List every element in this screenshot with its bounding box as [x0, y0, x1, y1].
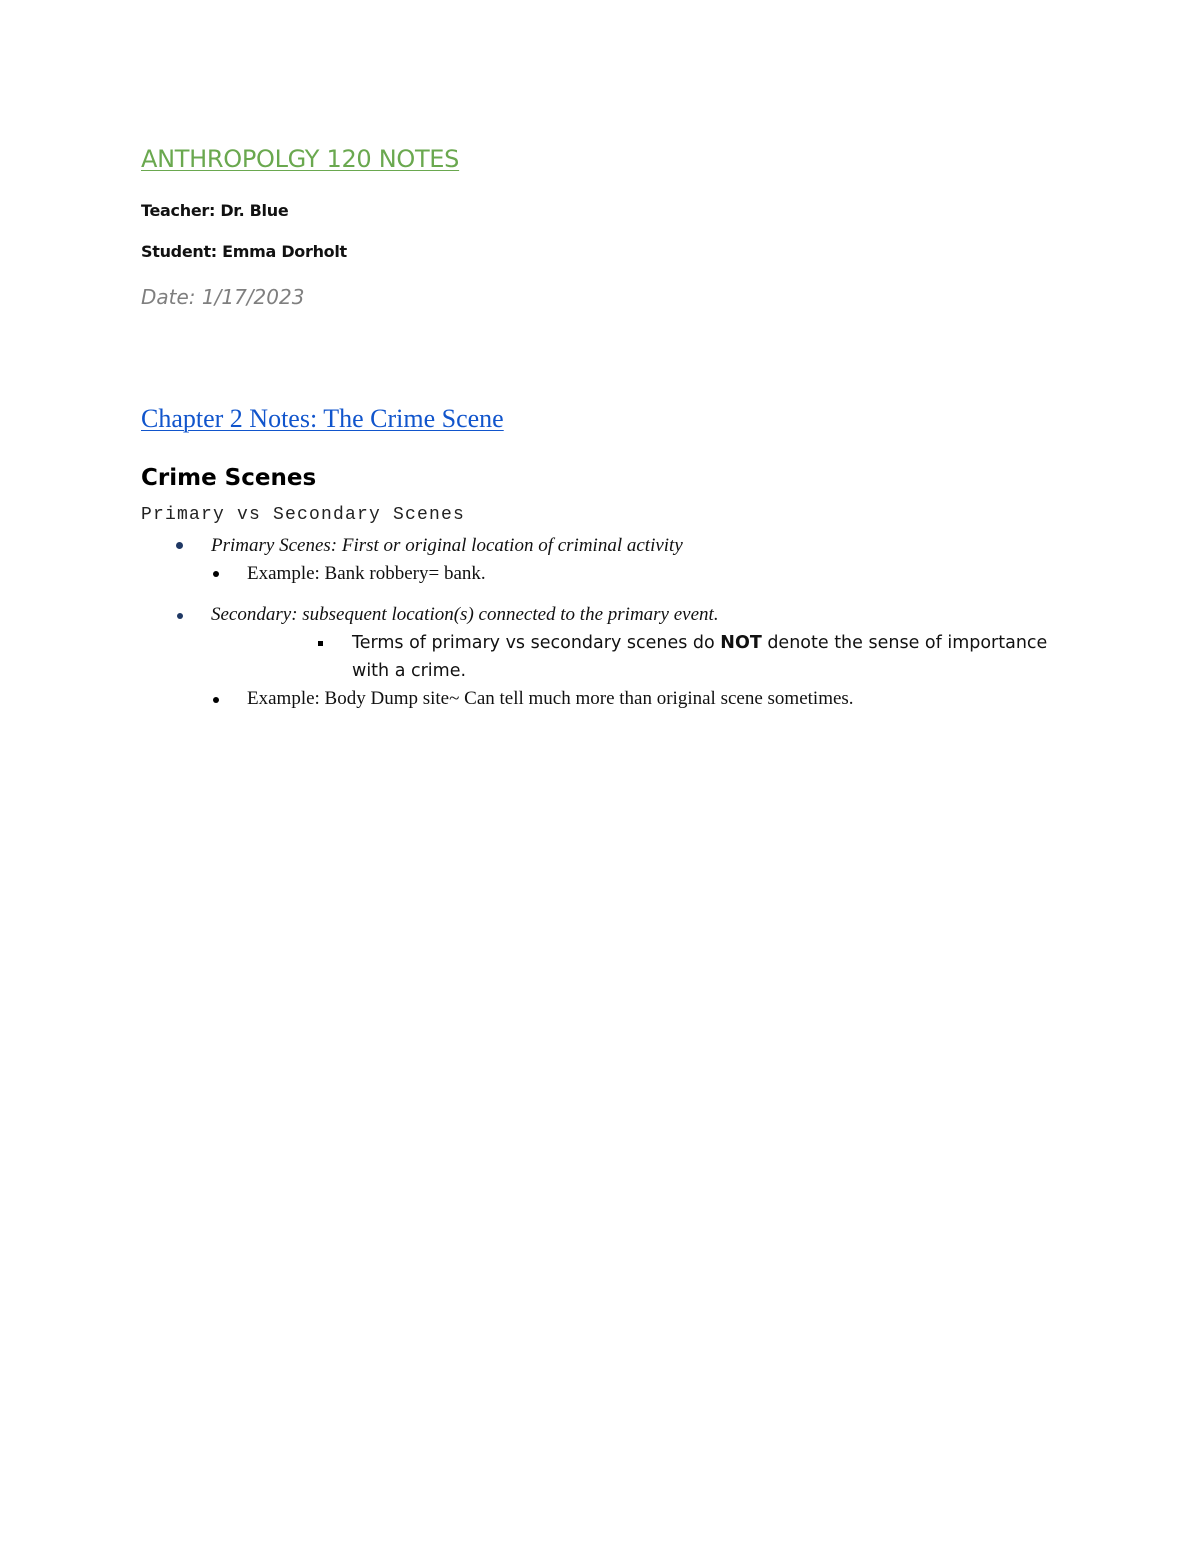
- chapter-heading: Chapter 2 Notes: The Crime Scene: [141, 404, 504, 433]
- bullet-example-icon: [213, 571, 219, 577]
- student-line: Student: Emma Dorholt: [141, 242, 347, 261]
- list-item-note-continued: with a crime.: [352, 661, 467, 681]
- bullet-square-icon: [318, 641, 323, 646]
- section-heading: Crime Scenes: [141, 465, 317, 491]
- subsection-heading: Primary vs Secondary Scenes: [141, 505, 466, 525]
- document-title: ANTHROPOLGY 120 NOTES: [141, 145, 460, 173]
- note-text-part1: Terms of primary vs secondary scenes do: [352, 633, 721, 653]
- list-item-primary: Primary Scenes: First or original location of criminal activity: [211, 535, 683, 556]
- bullet-primary-icon: [176, 542, 183, 549]
- list-item-note: [352, 633, 1047, 653]
- list-item-secondary-example: Example: Body Dump site~ Can tell much more than original scene sometimes.: [247, 688, 854, 709]
- note-text-part2: denote the sense of importance: [761, 633, 1048, 653]
- date-line: Date: 1/17/2023: [141, 285, 305, 309]
- bullet-secondary-icon: [177, 613, 183, 619]
- teacher-line: Teacher: Dr. Blue: [141, 201, 289, 220]
- list-item-secondary: Secondary: subsequent location(s) connected to the primary event.: [211, 604, 719, 625]
- note-text-bold: NOT: [720, 633, 762, 653]
- bullet-example-icon: [213, 697, 219, 703]
- list-item-primary-example: Example: Bank robbery= bank.: [247, 563, 486, 584]
